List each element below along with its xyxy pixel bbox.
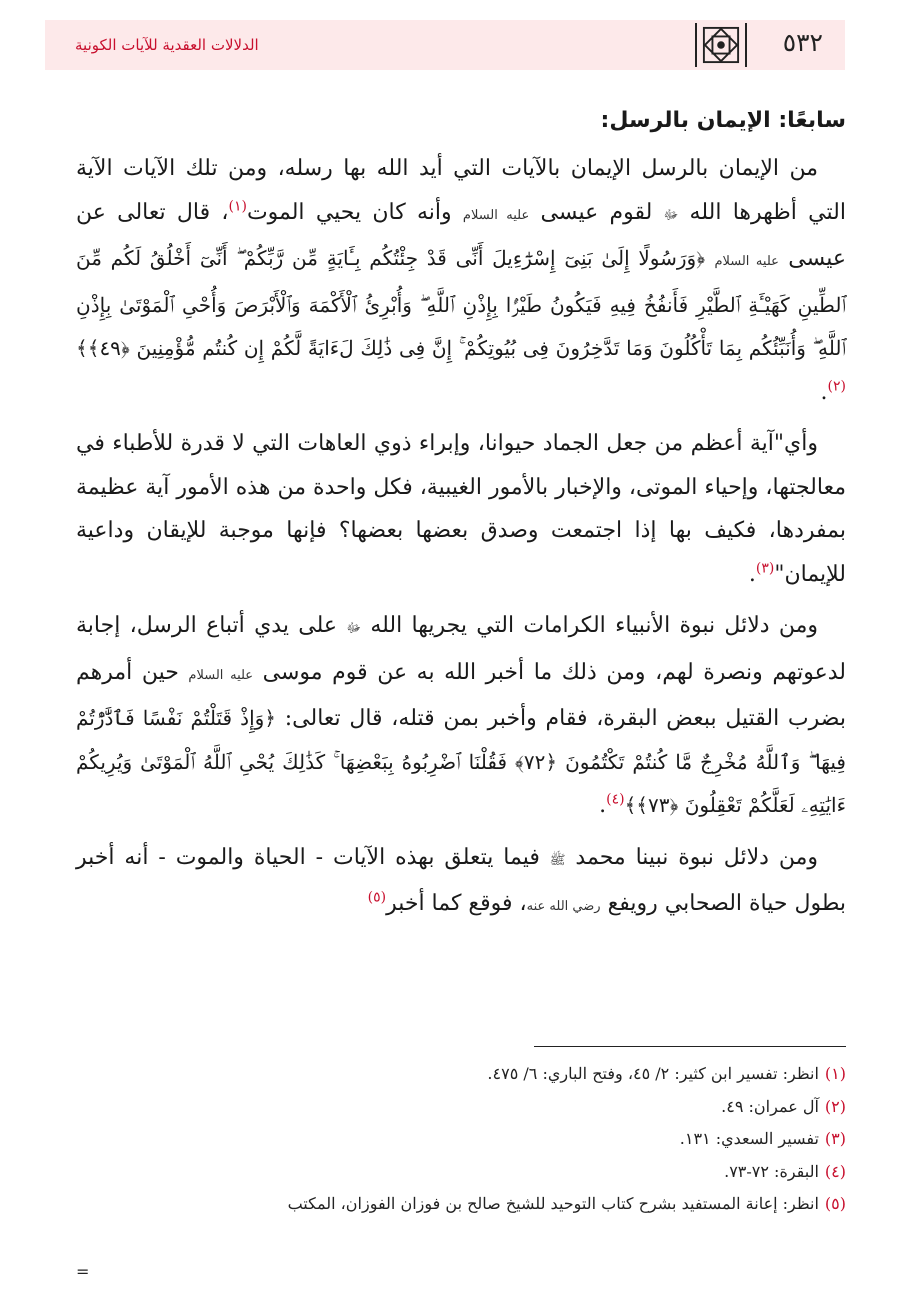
page-number: ٥٣٢ — [782, 28, 823, 57]
quran-verse: ﴿وَرَسُولًا إِلَىٰ بَنِىٓ إِسْرَٰٓءِيلَ أَنِّى قَدْ جِئْتُكُم بِـَٔايَةٍ مِّن رَّبِّكُمْ ۖ أَنِّىٓ أَخْلُقُ لَكُم مِّنَ ٱلطِّينِ كَهَيْـَٔةِ ٱلطَّيْرِ فَأَنفُخُ فِيهِ فَيَكُونُ طَيْرًۢا بِإِذْنِ ٱللَّهِ ۖ وَأُبْرِئُ ٱلْأَكْمَهَ وَٱلْأَبْرَصَ وَأُحْىِ ٱلْمَوْتَىٰ بِإِذْنِ ٱللَّهِ ۖ وَأُنَبِّئُكُم بِمَا تَأْكُلُونَ وَمَا تَدَّخِرُونَ فِى بُيُوتِكُمْ ۚ إِنَّ فِى ذَٰلِكَ لَءَايَةً لَّكُمْ إِن كُنتُم مُّؤْمِنِينَ ﴿٤٩﴾﴾ — [76, 246, 846, 360]
footnote-ref-5[interactable]: (٥) — [367, 889, 387, 906]
footnote-number: (٣) — [824, 1129, 846, 1148]
honorific: رضي الله عنه — [526, 899, 601, 914]
text: . — [820, 379, 828, 405]
footnote-number: (٥) — [824, 1194, 846, 1213]
footnote-number: (٤) — [824, 1161, 846, 1181]
text: لقوم عيسى — [540, 199, 653, 225]
footnote-5 — [76, 1188, 846, 1221]
footnote-ref-3[interactable]: (٣) — [755, 560, 775, 577]
footnote-3 — [76, 1123, 846, 1156]
footnote-ref-4[interactable]: (٤) — [606, 791, 625, 808]
honorific: ﷻ — [663, 207, 679, 223]
footnote-2 — [76, 1091, 846, 1124]
paragraph-4 — [76, 836, 846, 929]
footnote-text: البقرة: ٧٢-٧٣. — [724, 1161, 819, 1181]
honorific: عليه السلام — [714, 254, 779, 269]
text: ومن دلائل نبوة الأنبياء الكرامات التي يجريها الله — [370, 613, 819, 638]
text: فيما يتعلق بهذه الآيات - الحياة والموت - أنه أخبر بطول حياة الصحابي رويفع — [76, 844, 846, 916]
honorific: ﷺ — [549, 852, 566, 868]
footnote-number: (١) — [824, 1064, 846, 1083]
footnote-ref-2[interactable]: (٢) — [827, 378, 846, 395]
footnotes — [76, 1058, 846, 1221]
ornament-icon — [695, 23, 747, 67]
text: ، فوقع كما أخبر — [386, 891, 527, 916]
footnote-4 — [76, 1156, 846, 1189]
honorific: عليه السلام — [462, 207, 530, 223]
footnote-text: تفسير السعدي: ١٣١. — [679, 1129, 819, 1148]
paragraph-3 — [76, 604, 846, 828]
honorific: ﷻ — [346, 621, 362, 636]
text: . — [748, 561, 756, 587]
footnote-number: (٢) — [824, 1096, 846, 1116]
text: حين أمرهم بضرب القتيل ببعض البقرة، فقام وأخبر بمن قتله، قال تعالى: — [76, 659, 846, 731]
text: على يدي أتباع الرسل، إجابة لدعوتهم ونصرة لهم، ومن ذلك ما أخبر الله به عن قوم موسى — [76, 613, 846, 685]
paragraph-1 — [76, 147, 846, 414]
continuation-mark: = — [76, 1262, 90, 1281]
running-header-title: الدلالات العقدية للآيات الكونية — [75, 36, 259, 54]
quran-verse: ﴿وَإِذْ قَتَلْتُمْ نَفْسًا فَٱدَّٰرَْٰتُمْ فِيهَا ۖ وَٱللَّهُ مُخْرِجٌ مَّا كُنتُمْ تَكْتُمُونَ ﴿٧٢﴾ فَقُلْنَا ٱضْرِبُوهُ بِبَعْضِهَا ۚ كَذَٰلِكَ يُحْىِ ٱللَّهُ ٱلْمَوْتَىٰ وَيُرِيكُمْ ءَايَٰتِهِۦ لَعَلَّكُمْ تَعْقِلُونَ ﴿٧٣﴾﴾ — [76, 706, 846, 817]
footnote-separator — [534, 1046, 846, 1047]
text: وأي"آية أعظم من جعل الجماد حيوانا، وإبراء ذوي العاهات التي لا قدرة للأطباء في معالجتها، وإحياء الموتى، والإخبار بالأمور الغيبية، فكل واحدة من هذه الأمور آية عظيمة بمفردها، فكيف بها إذا اجتمعت وصدق بعضها بعضها؟ فإنها موجبة للإيقان وداعية للإيمان" — [76, 431, 846, 587]
section-heading: سابعًا: الإيمان بالرسل: — [600, 108, 846, 133]
paragraph-2 — [76, 422, 846, 596]
footnote-text: آل عمران: ٤٩. — [721, 1096, 819, 1116]
text: ومن دلائل نبوة نبينا محمد — [575, 844, 819, 870]
footnote-ref-1[interactable]: (١) — [228, 198, 247, 215]
text: وأنه كان يحيي الموت — [246, 199, 452, 225]
footnote-text: انظر: تفسير ابن كثير: ٢/ ٤٥، وفتح الباري: ٦/ ٤٧٥. — [487, 1064, 819, 1083]
text: . — [599, 793, 607, 818]
footnote-1 — [76, 1058, 846, 1091]
honorific: عليه السلام — [188, 667, 254, 683]
main-content — [76, 108, 846, 937]
page-header — [45, 20, 845, 70]
text: من الإيمان بالرسل الإيمان بالآيات التي أيد الله بها رسله، ومن تلك الآيات الآية التي أظهرها الله — [76, 156, 846, 225]
text: ، قال تعالى عن عيسى — [76, 199, 846, 271]
footnote-text: انظر: إعانة المستفيد بشرح كتاب التوحيد للشيخ صالح بن فوزان الفوزان، المكتب — [287, 1194, 819, 1213]
